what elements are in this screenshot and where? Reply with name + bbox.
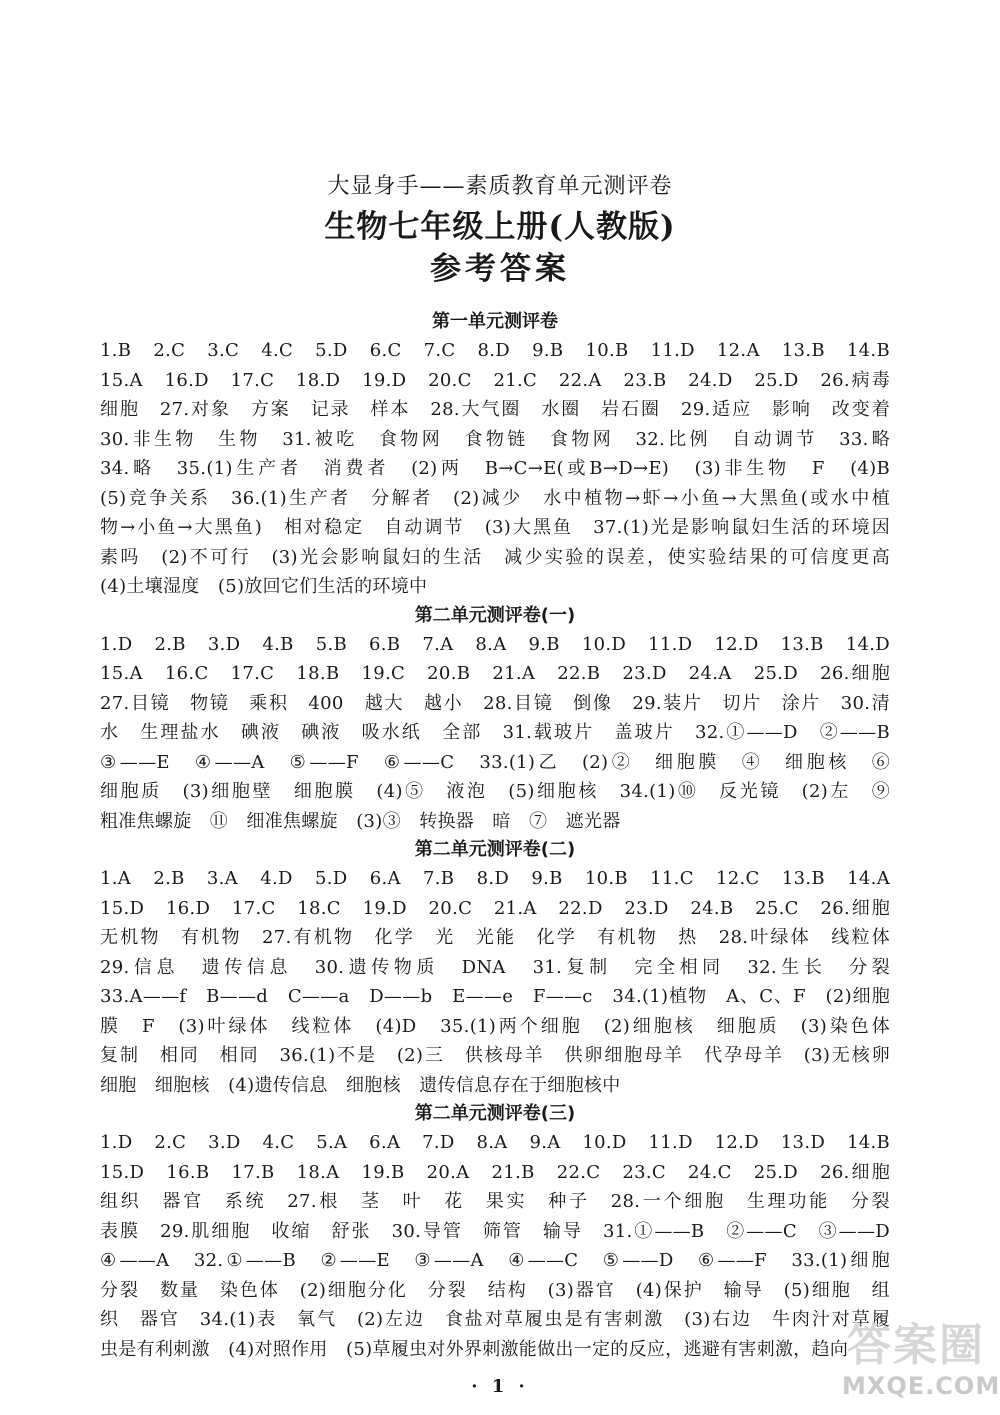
answer-section <box>100 1100 890 1364</box>
answer-line: 细胞质 (3)细胞壁 细胞膜 (4)⑤ 液泡 (5)细胞核 34.(1)⑩ 反光镜 (2)左 ⑨ <box>100 781 890 802</box>
answer-line: ④——A 32.①——B ②——E ③——A ④——C ⑤——D ⑥——F 33.(1)细胞 <box>100 1250 890 1271</box>
answer-line: 无机物 有机物 27.有机物 化学 光 光能 化学 有机物 热 28.叶绿体 线粒体 <box>100 927 890 948</box>
watermark-site: MXQE.COM <box>842 1372 1000 1400</box>
section-body <box>100 1128 890 1364</box>
answer-line: 1.B 2.C 3.C 4.C 5.D 6.C 7.C 8.D 9.B 10.B 11.D 12.A 13.B 14.B <box>100 340 890 361</box>
answer-line: 1.D 2.B 3.D 4.B 5.B 6.B 7.A 8.A 9.B 10.D 11.D 12.D 13.B 14.D <box>100 633 890 655</box>
answer-sections <box>100 308 890 1364</box>
answer-line: 27.目镜 物镜 乘积 400 越大 越小 28.目镜 倒像 29.装片 切片 涂片 30.清 <box>100 692 890 714</box>
page-number: · 1 · <box>471 1376 529 1397</box>
answer-line: 15.D 16.D 17.C 18.C 19.D 20.C 21.A 22.D 23.D 24.B 25.C 26.细胞 <box>100 897 890 919</box>
answer-line: 织 器官 34.(1)表 氧气 (2)左边 食盐对草履虫是有害刺激 (3)右边 牛肉汁对草履 <box>100 1309 890 1330</box>
answer-line: 组织 器官 系统 27.根 茎 叶 花 果实 种子 28.一个细胞 生理功能 分裂 <box>100 1191 890 1212</box>
answer-line: 复制 相同 相同 36.(1)不是 (2)三 供核母羊 供卵细胞母羊 代孕母羊 (3)无核卵 <box>100 1045 890 1066</box>
answer-line: 细胞 细胞核 (4)遗传信息 细胞核 遗传信息存在于细胞核中 <box>100 1074 621 1096</box>
answer-line: 30.非生物 生物 31.被吃 食物网 食物链 食物网 32.比例 自动调节 33.略 <box>100 428 890 450</box>
answer-line: 15.D 16.B 17.B 18.A 19.B 20.A 21.B 22.C 23.C 24.C 25.D 26.细胞 <box>100 1161 890 1183</box>
answer-line: 29.信息 遗传信息 30.遗传物质 DNA 31.复制 完全相同 32.生长 分裂 <box>100 956 890 978</box>
page-title: 生物七年级上册(人教版) <box>324 209 676 245</box>
answer-section <box>100 836 890 1100</box>
answer-line: (5)竞争关系 36.(1)生产者 分解者 (2)减少 水中植物→虾→小鱼→大黑鱼(或水中植 <box>100 487 890 509</box>
answer-line: 34.略 35.(1)生产者 消费者 (2)两 B→C→E(或B→D→E) (3)非生物 F (4)B <box>100 458 890 479</box>
answer-section <box>100 308 890 602</box>
watermark-logo-text: 答案圈 <box>847 1320 985 1371</box>
answer-line: 1.A 2.B 3.A 4.D 5.D 6.A 7.B 8.D 9.B 10.B 11.C 12.C 13.B 14.A <box>100 868 890 889</box>
answer-line: 膜 F (3)叶绿体 线粒体 (4)D 35.(1)两个细胞 (2)细胞核 细胞质 (3)染色体 <box>100 1015 890 1037</box>
answer-line: 33.A——f B——d C——a D——b E——e F——c 34.(1)植物 A、C、F (2)细胞 <box>100 986 890 1007</box>
header <box>0 172 1000 290</box>
answer-line: 分裂 数量 染色体 (2)细胞分化 分裂 结构 (3)器官 (4)保护 输导 (5)细胞 组 <box>100 1279 890 1301</box>
section-title: 第二单元测评卷(三) <box>414 1103 576 1124</box>
section-body <box>100 336 890 602</box>
answer-line: 粗准焦螺旋 ⑪ 细准焦螺旋 (3)③ 转换器 暗 ⑦ 遮光器 <box>100 810 621 832</box>
page-subtitle: 参考答案 <box>430 251 570 287</box>
section-body <box>100 630 890 837</box>
section-body <box>100 864 890 1100</box>
answer-line: 表膜 29.肌细胞 收缩 舒张 30.导管 筛管 输导 31.①——B ②——C ③——D <box>100 1220 890 1242</box>
section-title: 第二单元测评卷(一) <box>414 604 576 626</box>
section-title: 第一单元测评卷 <box>432 311 558 332</box>
answer-line: 1.D 2.C 3.D 4.C 5.A 6.A 7.D 8.A 9.A 10.D 11.D 12.D 13.D 14.B <box>100 1132 890 1153</box>
answer-line: 物→小鱼→大黑鱼) 相对稳定 自动调节 (3)大黑鱼 37.(1)光是影响鼠妇生活的环境因 <box>100 517 890 538</box>
answer-line: 15.A 16.D 17.C 18.D 19.D 20.C 21.C 22.A 23.B 24.D 25.D 26.病毒 <box>100 369 890 391</box>
answer-line: 虫是有利刺激 (4)对照作用 (5)草履虫对外界刺激能做出一定的反应，逃避有害刺激，趋向 <box>100 1338 849 1360</box>
answer-line: 水 生理盐水 碘液 碘液 吸水纸 全部 31.载玻片 盖玻片 32.①——D ②——B <box>100 722 890 743</box>
section-title: 第二单元测评卷(二) <box>414 839 576 860</box>
answer-line: (4)土壤湿度 (5)放回它们生活的环境中 <box>100 576 428 597</box>
watermark-logo <box>842 1318 1000 1404</box>
answer-section <box>100 602 890 837</box>
answer-line: ③——E ④——A ⑤——F ⑥——C 33.(1)乙 (2)② 细胞膜 ④ 细胞核 ⑥ <box>100 751 890 773</box>
answer-line: 15.A 16.C 17.C 18.B 19.C 20.B 21.A 22.B 23.D 24.A 25.D 26.细胞 <box>100 663 890 684</box>
answer-line: 素吗 (2)不可行 (3)光会影响鼠妇的生活 减少实验的误差，使实验结果的可信度更高 <box>100 546 890 568</box>
answer-line: 细胞 27.对象 方案 记录 样本 28.大气圈 水圈 岩石圈 29.适应 影响 改变着 <box>100 399 890 420</box>
series-title: 大显身手——素质教育单元测评卷 <box>327 174 673 199</box>
